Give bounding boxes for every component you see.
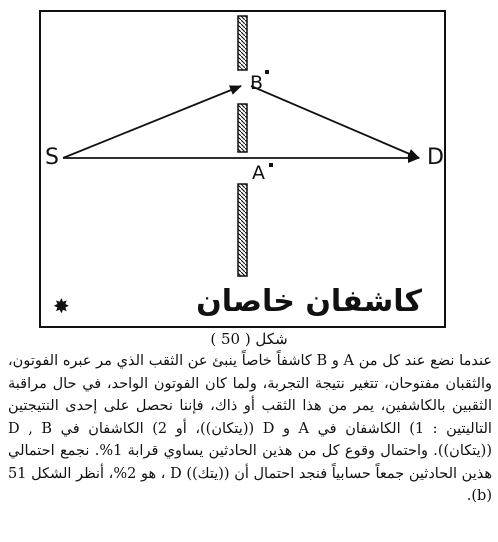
barrier-top-segment: [238, 16, 247, 70]
hole-b-label: B: [250, 72, 264, 94]
bullet-icon: ✸: [53, 294, 70, 318]
two-slit-diagram: [41, 12, 448, 330]
hole-a-label: A: [252, 162, 265, 184]
figure-title: كاشفان خاصان: [196, 284, 422, 319]
source-label: S: [45, 145, 59, 170]
figure-frame: [39, 10, 446, 328]
barrier-bottom-segment: [238, 184, 247, 276]
barrier-middle-segment: [238, 104, 247, 152]
detector-b-marker: [265, 70, 269, 74]
detector-a-marker: [269, 163, 273, 167]
body-paragraph: عندما نضع عند كل من A و B كاشفاً خاصاً ينبئ عن الثقب الذي مر عبره الفوتون، والثقبان مفتوحان، تتغير نتيجة التجربة، ولما كان الفوتون الواحد، في حال مراقبة الثقبين بالكاشفين، يمر من هذا الثقب أو ذاك، فإننا نحصل على إحدى النتيجتين التاليتين : 1) الكاشفان في A و D ((يتكان))، أو 2) الكاشفان في D , B ((يتكان)). واحتمال وقوع كل من هذين الحادثين يساوي قرابة 1%. نجمع احتمالي هذين الحادثين جمعاً حسابياً فنجد احتمال أن ((يتك)) D ، هو 2%، أنظر الشكل 51 (b).: [8, 353, 492, 504]
ray-hole-b-to-detector: [251, 86, 419, 158]
detector-label: D: [427, 145, 444, 170]
ray-source-to-hole-b: [63, 86, 241, 158]
figure-caption: شكل ( 50 ): [210, 330, 288, 348]
